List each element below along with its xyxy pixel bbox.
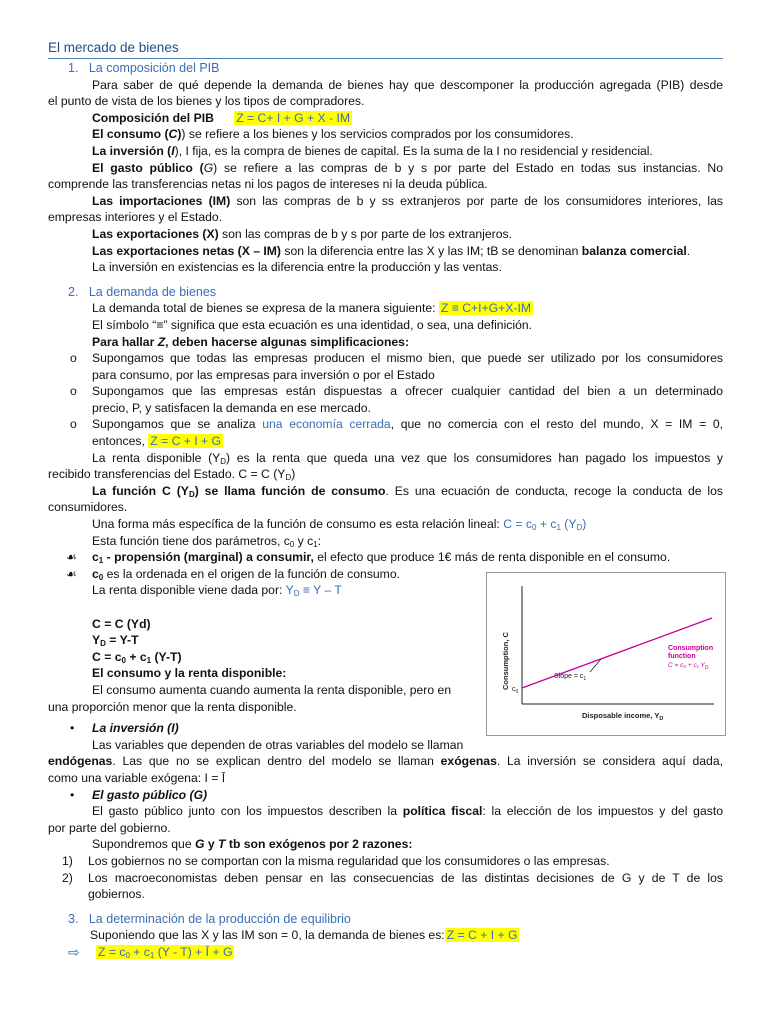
paragraph: el punto de vista de los bienes y los tipos de compradores. [48, 94, 365, 109]
bullet-icon: • [70, 721, 75, 736]
c0-label: $c_0$ [512, 686, 519, 695]
function-label-3: C = c₀ + c₁ $Y_D$ [668, 662, 709, 671]
paragraph: Las exportaciones netas (X – IM) son la diferencia entre las X y las IM; tB se denominan balanza comercial. [92, 243, 691, 258]
slope-label: Slope = $c_1$ [554, 673, 587, 682]
param-item: ☙ $c_0$ es la ordenada en el origen de la función de consumo. [66, 566, 401, 582]
chart-svg [486, 572, 726, 736]
paragraph: una proporción menor que la renta disponible. [48, 699, 297, 714]
paragraph: La inversión en existencias es la diferencia entre la producción y las ventas. [92, 260, 502, 275]
document-title: El mercado de bienes [48, 40, 179, 55]
paragraph: comprende las transferencias netas ni los pagos de intereses ni la deuda pública. [48, 177, 488, 192]
equation: Z = C + I + G [446, 928, 518, 943]
equation: Z = C + I + G [150, 434, 222, 449]
paragraph: La inversión (I), I fija, es la compra de bienes de capital. Es la suma de la I no residencial y residencial. [92, 143, 653, 158]
paragraph: Para hallar Z, deben hacerse algunas simplificaciones: [92, 334, 410, 349]
bullet-icon: • [70, 787, 75, 802]
paragraph: Supondremos que G y T tb son exógenos por 2 razones: [92, 837, 413, 852]
paragraph: El símbolo “≡” significa que esta ecuación es una identidad, o sea, una definición. [92, 317, 533, 332]
leaf-arrow-icon: ☙ [66, 566, 77, 581]
function-label-1: Consumption [668, 645, 714, 652]
section-title: La composición del PIB [88, 61, 220, 75]
section-2-heading: 2. La demanda de bienes [68, 284, 217, 299]
paragraph: como una variable exógena: I = Ī [48, 770, 226, 785]
paragraph: Para saber de qué depende la demanda de bienes hay que descomponer la producción agregada (PIB) desde [92, 77, 723, 92]
subsection-inversion: • La inversión (I) [70, 721, 179, 736]
function-label-2: function [668, 653, 696, 660]
param-item: ☙ $c_1$ - propensión (marginal) a consumir, el efecto que produce 1€ más de renta disponible en el consumo. [66, 550, 671, 566]
equation-line: $Y_D = Y-T$ [92, 633, 139, 649]
paragraph: Las exportaciones (X) son las compras de b y s por parte de los extranjeros. [92, 226, 512, 241]
paragraph: La renta disponible $(Y_D)$ es la renta que queda una vez que los consumidores han pagado los impuestos y [92, 450, 723, 466]
pib-composition [48, 110, 723, 127]
list-item: 2) Los macroeconomistas deben pensar en las consecuencias de las distintas decisiones de G y de T de los gobiernos. [62, 870, 723, 902]
paragraph: empresas interiores y el Estado. [48, 210, 223, 225]
bullet-item: o Supongamos que todas las empresas producen el mismo bien, que puede ser utilizado por los consumidores para consumo, por las empresas para inversión o por el Estado [70, 351, 723, 382]
paragraph: La renta disponible viene dada por: $Y_D \equiv Y - T$ [92, 583, 342, 599]
y-axis-label: Consumption, C [501, 632, 510, 690]
paragraph: Una forma más específica de la función de consumo es esta relación lineal: $C = c_0 + c_1$ $(Y_D)$ [92, 517, 587, 533]
section-3-heading: 3. La determinación de la producción de equilibrio [68, 911, 351, 926]
paragraph: El consumo aumenta cuando aumenta la renta disponible, pero en [92, 682, 452, 697]
section-number: 1. [68, 61, 79, 75]
subsection-gasto: • El gasto público (G) [70, 787, 208, 802]
paragraph: El gasto público junto con los impuestos describen la política fiscal: la elección de los impuestos y del gasto [92, 804, 724, 819]
document-page [48, 38, 723, 960]
paragraph: El consumo (C)) se refiere a los bienes y los servicios comprados por los consumidores. [92, 127, 574, 142]
paragraph: endógenas. Las que no se explican dentro del modelo se llaman exógenas. La inversión se considera aquí dada, [48, 754, 724, 769]
paragraph: Las importaciones (IM) son las compras de b y ss extranjeros por parte de los consumidores interiores, las [92, 193, 723, 208]
paragraph: Las variables que dependen de otras variables del modelo se llaman [92, 737, 464, 752]
leaf-arrow-icon: ☙ [66, 550, 77, 565]
bullet-icon: o [70, 417, 77, 432]
paragraph: La demanda total de bienes se expresa de la manera siguiente: Z ≡ C+I+G+X-IM [92, 301, 531, 316]
paragraph: El gasto público (G) se refiere a las compras de b y s por parte del Estado en todas sus instancias. No [92, 160, 723, 175]
arrow-right-icon: ⇨ [68, 943, 80, 960]
title-rule [48, 58, 723, 59]
label: Composición del PIB [92, 110, 214, 125]
paragraph: Esta función tiene dos parámetros, $c_0$ y $c_1$: [92, 533, 322, 549]
equation-line: $C = c_0 + c_1$ (Y-T) [92, 649, 182, 665]
paragraph: La función C $(Y_D)$ se llama función de consumo. Es una ecuación de conducta, recoge la conducta de los [92, 483, 723, 499]
paragraph: recibido transferencias del Estado. C = C $(Y_D)$ [48, 467, 296, 483]
paragraph: por parte del gobierno. [48, 820, 171, 835]
list-item: 1) Los gobiernos no se comportan con la misma regularidad que los consumidores o las empresas. [62, 853, 610, 868]
bullet-item: o Supongamos que se analiza una economía cerrada, que no comercia con el resto del mundo, X = IM = 0, entonces, Z = C + I + G [70, 417, 723, 449]
bullet-icon: o [70, 384, 77, 399]
equation: Z = C+ I + G + X - IM [236, 110, 351, 125]
consumption-function-chart [486, 572, 726, 736]
equation-line: ⇨ $Z = c_0 + c_1$ (Y - T) + Ī + G [68, 943, 233, 960]
paragraph: consumidores. [48, 500, 128, 515]
paragraph: Suponiendo que las X y las IM son = 0, la demanda de bienes es: Z = C + I + G [90, 928, 518, 943]
bullet-item: o Supongamos que las empresas están dispuestas a ofrecer cualquier cantidad del bien a un determinado precio, P, y satisfacen la demanda en ese mercado. [70, 384, 723, 415]
bullet-icon: o [70, 351, 77, 366]
x-axis-label: Disposable income, $Y_D$ [582, 711, 664, 722]
equation: Z ≡ C+I+G+X-IM [440, 301, 531, 316]
section-1-heading [48, 60, 723, 77]
equation-line: C = C (Yd) [92, 616, 151, 631]
subheading: El consumo y la renta disponible: [92, 666, 287, 681]
